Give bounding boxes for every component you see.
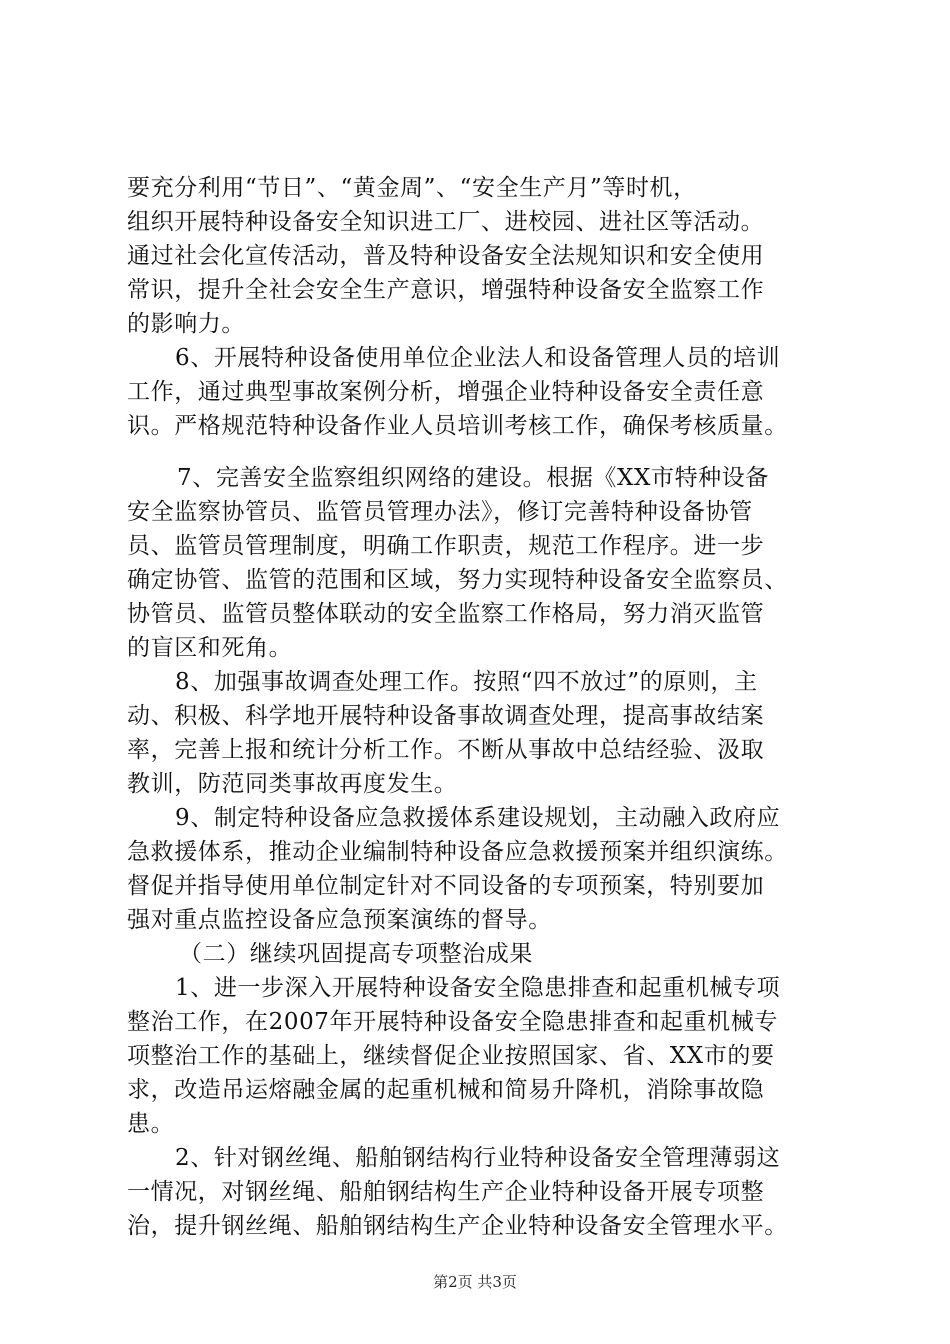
text-line: 通过社会化宣传活动，普及特种设备安全法规知识和安全使用 — [127, 243, 765, 269]
text-line: 识。严格规范特种设备作业人员培训考核工作，确保考核质量。 — [127, 413, 788, 439]
section-heading: （二）继续巩固提高专项整治成果 — [179, 941, 533, 967]
page-number-footer: 第2页 共3页 — [433, 1273, 517, 1291]
paragraph-9-first-line: 9、制定特种设备应急救援体系建设规划，主动融入政府应 — [175, 805, 781, 831]
text-line: 组织开展特种设备安全知识进工厂、进校园、进社区等活动。 — [127, 209, 765, 235]
item-2-first-line: 2、针对钢丝绳、船舶钢结构行业特种设备安全管理薄弱这 — [175, 1145, 781, 1171]
paragraph-8-first-line: 8、加强事故调查处理工作。按照“四不放过”的原则，主 — [175, 669, 758, 695]
text-line: 协管员、监管员整体联动的安全监察工作格局，努力消灭监管 — [127, 601, 765, 627]
text-line: 治，提升钢丝绳、船舶钢结构生产企业特种设备安全管理水平。 — [127, 1213, 788, 1239]
text-line: 工作，通过典型事故案例分析，增强企业特种设备安全责任意 — [127, 379, 765, 405]
text-line: 急救援体系，推动企业编制特种设备应急救援预案并组织演练。 — [127, 839, 788, 865]
text-line: 的盲区和死角。 — [127, 635, 293, 661]
text-line: 求，改造吊运熔融金属的起重机械和简易升降机，消除事故隐 — [127, 1077, 765, 1103]
text-line: 教训，防范同类事故再度发生。 — [127, 771, 458, 797]
text-line: 督促并指导使用单位制定针对不同设备的专项预案，特别要加 — [127, 873, 765, 899]
item-1-first-line: 1、进一步深入开展特种设备安全隐患排查和起重机械专项 — [175, 975, 781, 1001]
text-line: 员、监管员管理制度，明确工作职责，规范工作程序。进一步 — [127, 533, 765, 559]
paragraph-6-first-line: 6、开展特种设备使用单位企业法人和设备管理人员的培训 — [175, 345, 781, 371]
text-line: 整治工作，在2007年开展特种设备安全隐患排查和起重机械专 — [127, 1009, 778, 1035]
paragraph-7-first-line: 7、完善安全监察组织网络的建设。根据《XX市特种设备 — [177, 465, 769, 491]
text-line: 确定协管、监管的范围和区域，努力实现特种设备安全监察员、 — [127, 567, 788, 593]
text-line: 率，完善上报和统计分析工作。不断从事故中总结经验、汲取 — [127, 737, 765, 763]
text-line: 常识，提升全社会安全生产意识，增强特种设备安全监察工作 — [127, 277, 765, 303]
text-line: 患。 — [127, 1111, 175, 1137]
text-line: 的影响力。 — [127, 311, 245, 337]
text-line: 安全监察协管员、监管员管理办法》，修订完善特种设备协管 — [127, 499, 753, 525]
text-line: 项整治工作的基础上，继续督促企业按照国家、省、XX市的要 — [127, 1043, 775, 1069]
text-line: 一情况，对钢丝绳、船舶钢结构生产企业特种设备开展专项整 — [127, 1179, 765, 1205]
text-line: 动、积极、科学地开展特种设备事故调查处理，提高事故结案 — [127, 703, 765, 729]
text-line: 要充分利用“节日”、“黄金周”、“安全生产月”等时机， — [127, 175, 697, 201]
text-line: 强对重点监控设备应急预案演练的督导。 — [127, 907, 552, 933]
